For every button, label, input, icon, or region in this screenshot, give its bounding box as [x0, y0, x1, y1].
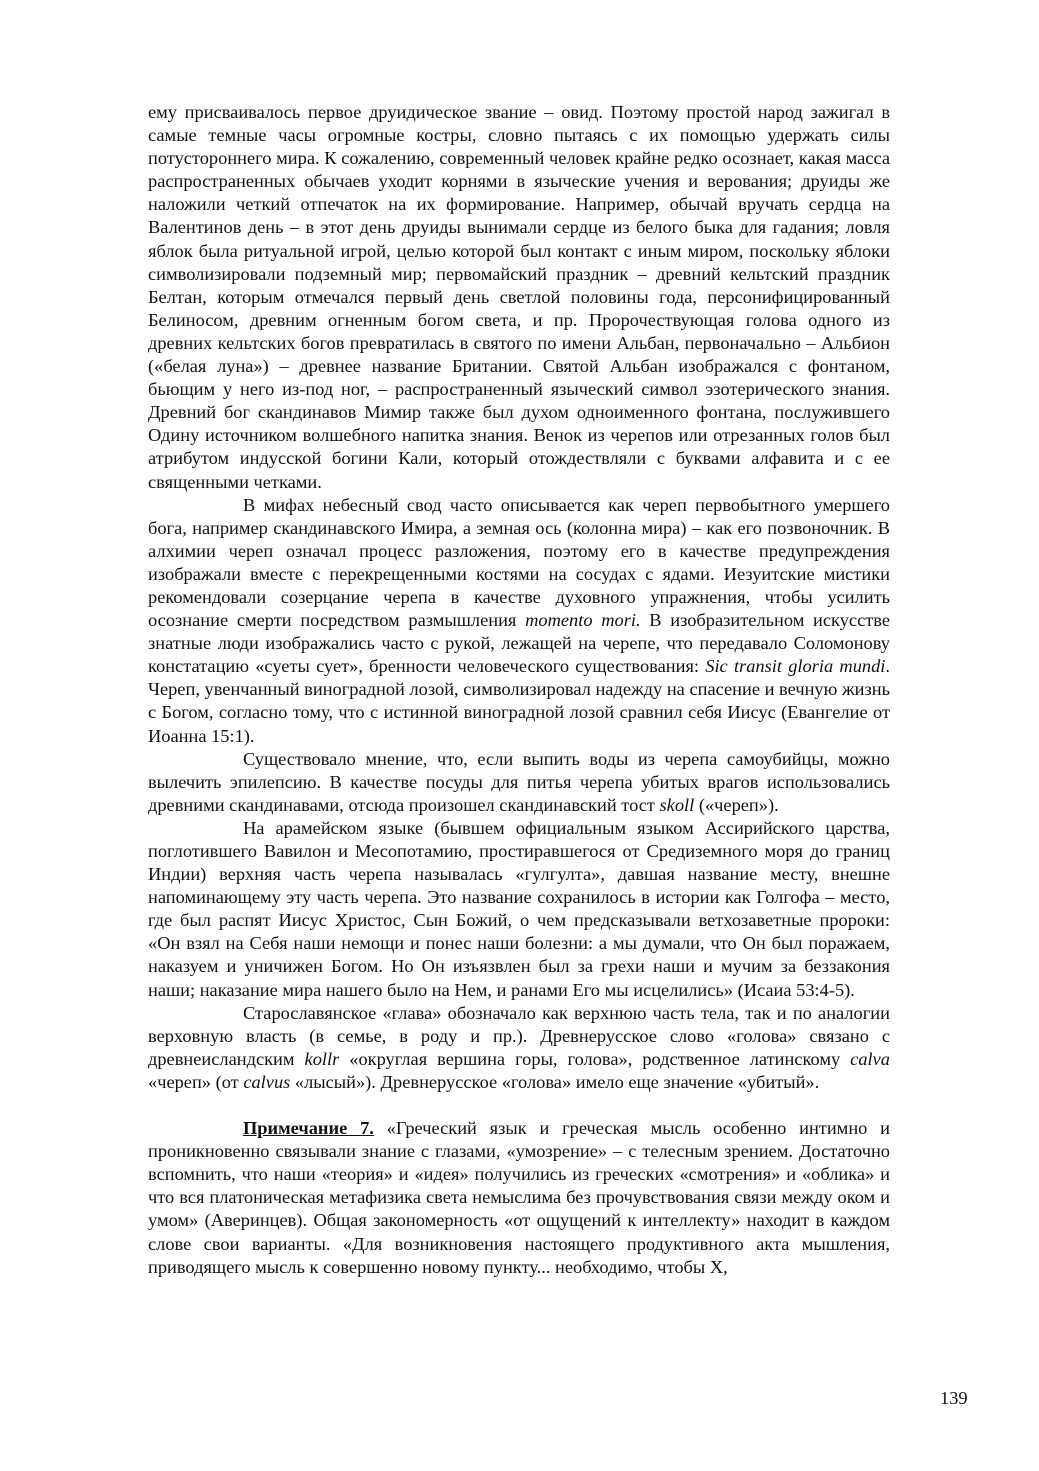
- body-text: [148, 101, 890, 1279]
- paragraph-glava-text-4: «лысый»). Древнерусское «голова» имело еще значение «убитый».: [290, 1071, 820, 1092]
- paragraph-golgotha-text: На арамейском языке (бывшем официальным языком Ассирийского царства, поглотившего Вавилон и Месопотамию, простиравшегося от Средиземного моря до границ Индии) верхняя часть черепа называлась «гулгулта», давшая название месту, внешне напоминающему эту часть черепа. Это название сохранилось в истории как Голгофа – место, где был распят Иисус Христос, Сын Божий, о чем предсказывали ветхозаветные пророки: «Он взял на Себя наши немощи и понес наши болезни: а мы думали, что Он был поражаем, наказуем и уничижен Богом. Но Он изъязвлен был за грехи наши и мучим за беззакония наши; наказание мира нашего было на Нем, и ранами Его мы исцелились» (Исаиа 53:4-5).: [148, 817, 890, 1000]
- paragraph-skull-cup-text-2: («череп»).: [694, 794, 779, 815]
- paragraph-glava: [148, 1002, 890, 1094]
- italic-calva: calva: [850, 1048, 890, 1069]
- note-heading: Примечание 7.: [243, 1118, 374, 1139]
- paragraph-skull-myths: [148, 494, 890, 748]
- italic-momento-mori: momento mori.: [525, 610, 641, 631]
- paragraph-druids: [148, 101, 890, 494]
- page-number: 139: [940, 1388, 968, 1408]
- italic-kollr: kollr: [304, 1048, 340, 1069]
- paragraph-note-7-text: «Греческий язык и греческая мысль особенно интимно и проникновенно связывали знание с глазами, «умозрение» – с телесным зрением. Достаточно вспомнить, что наши «теория» и «идея» получились из греческих «смотрения» и «облика» и что вся платоническая метафизика света немыслима без прочувствования связи между оком и умом» (Аверинцев). Общая закономерность «от ощущений к интеллекту» находит в каждом слове свои варианты. «Для возникновения настоящего продуктивного акта мышления, приводящего мысль к совершенно новому пункту... необходимо, чтобы Х,: [148, 1118, 890, 1277]
- paragraph-skull-myths-text: В мифах небесный свод часто описывается как череп первобытного умершего бога, например скандинавского Имира, а земная ось (колонна мира) – как его позвоночник. В алхимии череп означал процесс разложения, поэтому его в качестве предупреждения изображали вместе с перекрещенными костями на сосудах с ядами. Иезуитские мистики рекомендовали созерцание черепа в качестве духовного упражнения, чтобы усилить осознание смерти посредством размышления: [148, 494, 890, 631]
- paragraph-skull-cup: [148, 748, 890, 817]
- italic-sic-transit: Sic transit gloria mundi: [705, 656, 886, 677]
- paragraph-note-7: [148, 1117, 890, 1279]
- paragraph-glava-text-2: «округлая вершина горы, голова», родственное латинскому: [339, 1048, 851, 1069]
- paragraph-golgotha: [148, 817, 890, 1002]
- italic-skoll: skoll: [659, 794, 695, 815]
- paragraph-glava-text-3: «череп» (от: [148, 1071, 244, 1092]
- paragraph-skull-cup-text: Существовало мнение, что, если выпить воды из черепа самоубийцы, можно вылечить эпилепсию. В качестве посуды для питья черепа убитых врагов использовались древними скандинавами, отсюда произошел скандинавский тост: [148, 748, 890, 815]
- italic-calvus: calvus: [243, 1071, 291, 1092]
- paragraph-skull-myths-text-2: В изобразительном искусстве знатные люди изображались часто с рукой, лежащей на черепе, что передавало Соломонову констатацию «суеты сует», бренности человеческого существования:: [148, 610, 891, 677]
- paragraph-glava-text: Старославянское «глава» обозначало как верхнюю часть тела, так и по аналогии верховную власть (в семье, в роду и пр.). Древнерусское слово «голова» связано с древнеисландским: [148, 1002, 890, 1069]
- paragraph-skull-myths-text-3: . Череп, увенчанный виноградной лозой, символизировал надежду на спасение и вечную жизнь с Богом, согласно тому, что с истинной виноградной лозой сравнил себя Иисус (Евангелие от Иоанна 15:1).: [148, 656, 890, 746]
- paragraph-druids-text: ему присваивалось первое друидическое звание – овид. Поэтому простой народ зажигал в самые темные часы огромные костры, словно пытаясь с их помощью удержать силы потустороннего мира. К сожалению, современный человек крайне редко осознает, какая масса распространенных обычаев уходит корнями в языческие учения и верования; друиды же наложили четкий отпечаток на их формирование. Например, обычай вручать сердца на Валентинов день – в этот день друиды вынимали сердце из белого быка для гадания; ловля яблок была ритуальной игрой, целью которой был контакт с иным миром, поскольку яблоки символизировали подземный мир; первомайский праздник – древний кельтский праздник Белтан, которым отмечался первый день светлой половины года, персонифицированный Белиносом, древним огненным богом света, и пр. Пророчествующая голова одного из древних кельтских богов превратилась в святого по имени Альбан, первоначально – Альбион («белая луна») – древнее название Британии. Святой Альбан изображался с фонтаном, бьющим у него из-под ног, – распространенный языческий символ эзотерического знания. Древний бог скандинавов Мимир также был духом одноименного фонтана, послужившего Одину источником волшебного напитка знания. Венок из черепов или отрезанных голов был атрибутом индусской богини Кали, который отождествляли с буквами алфавита и с ее священными четками.: [148, 102, 890, 492]
